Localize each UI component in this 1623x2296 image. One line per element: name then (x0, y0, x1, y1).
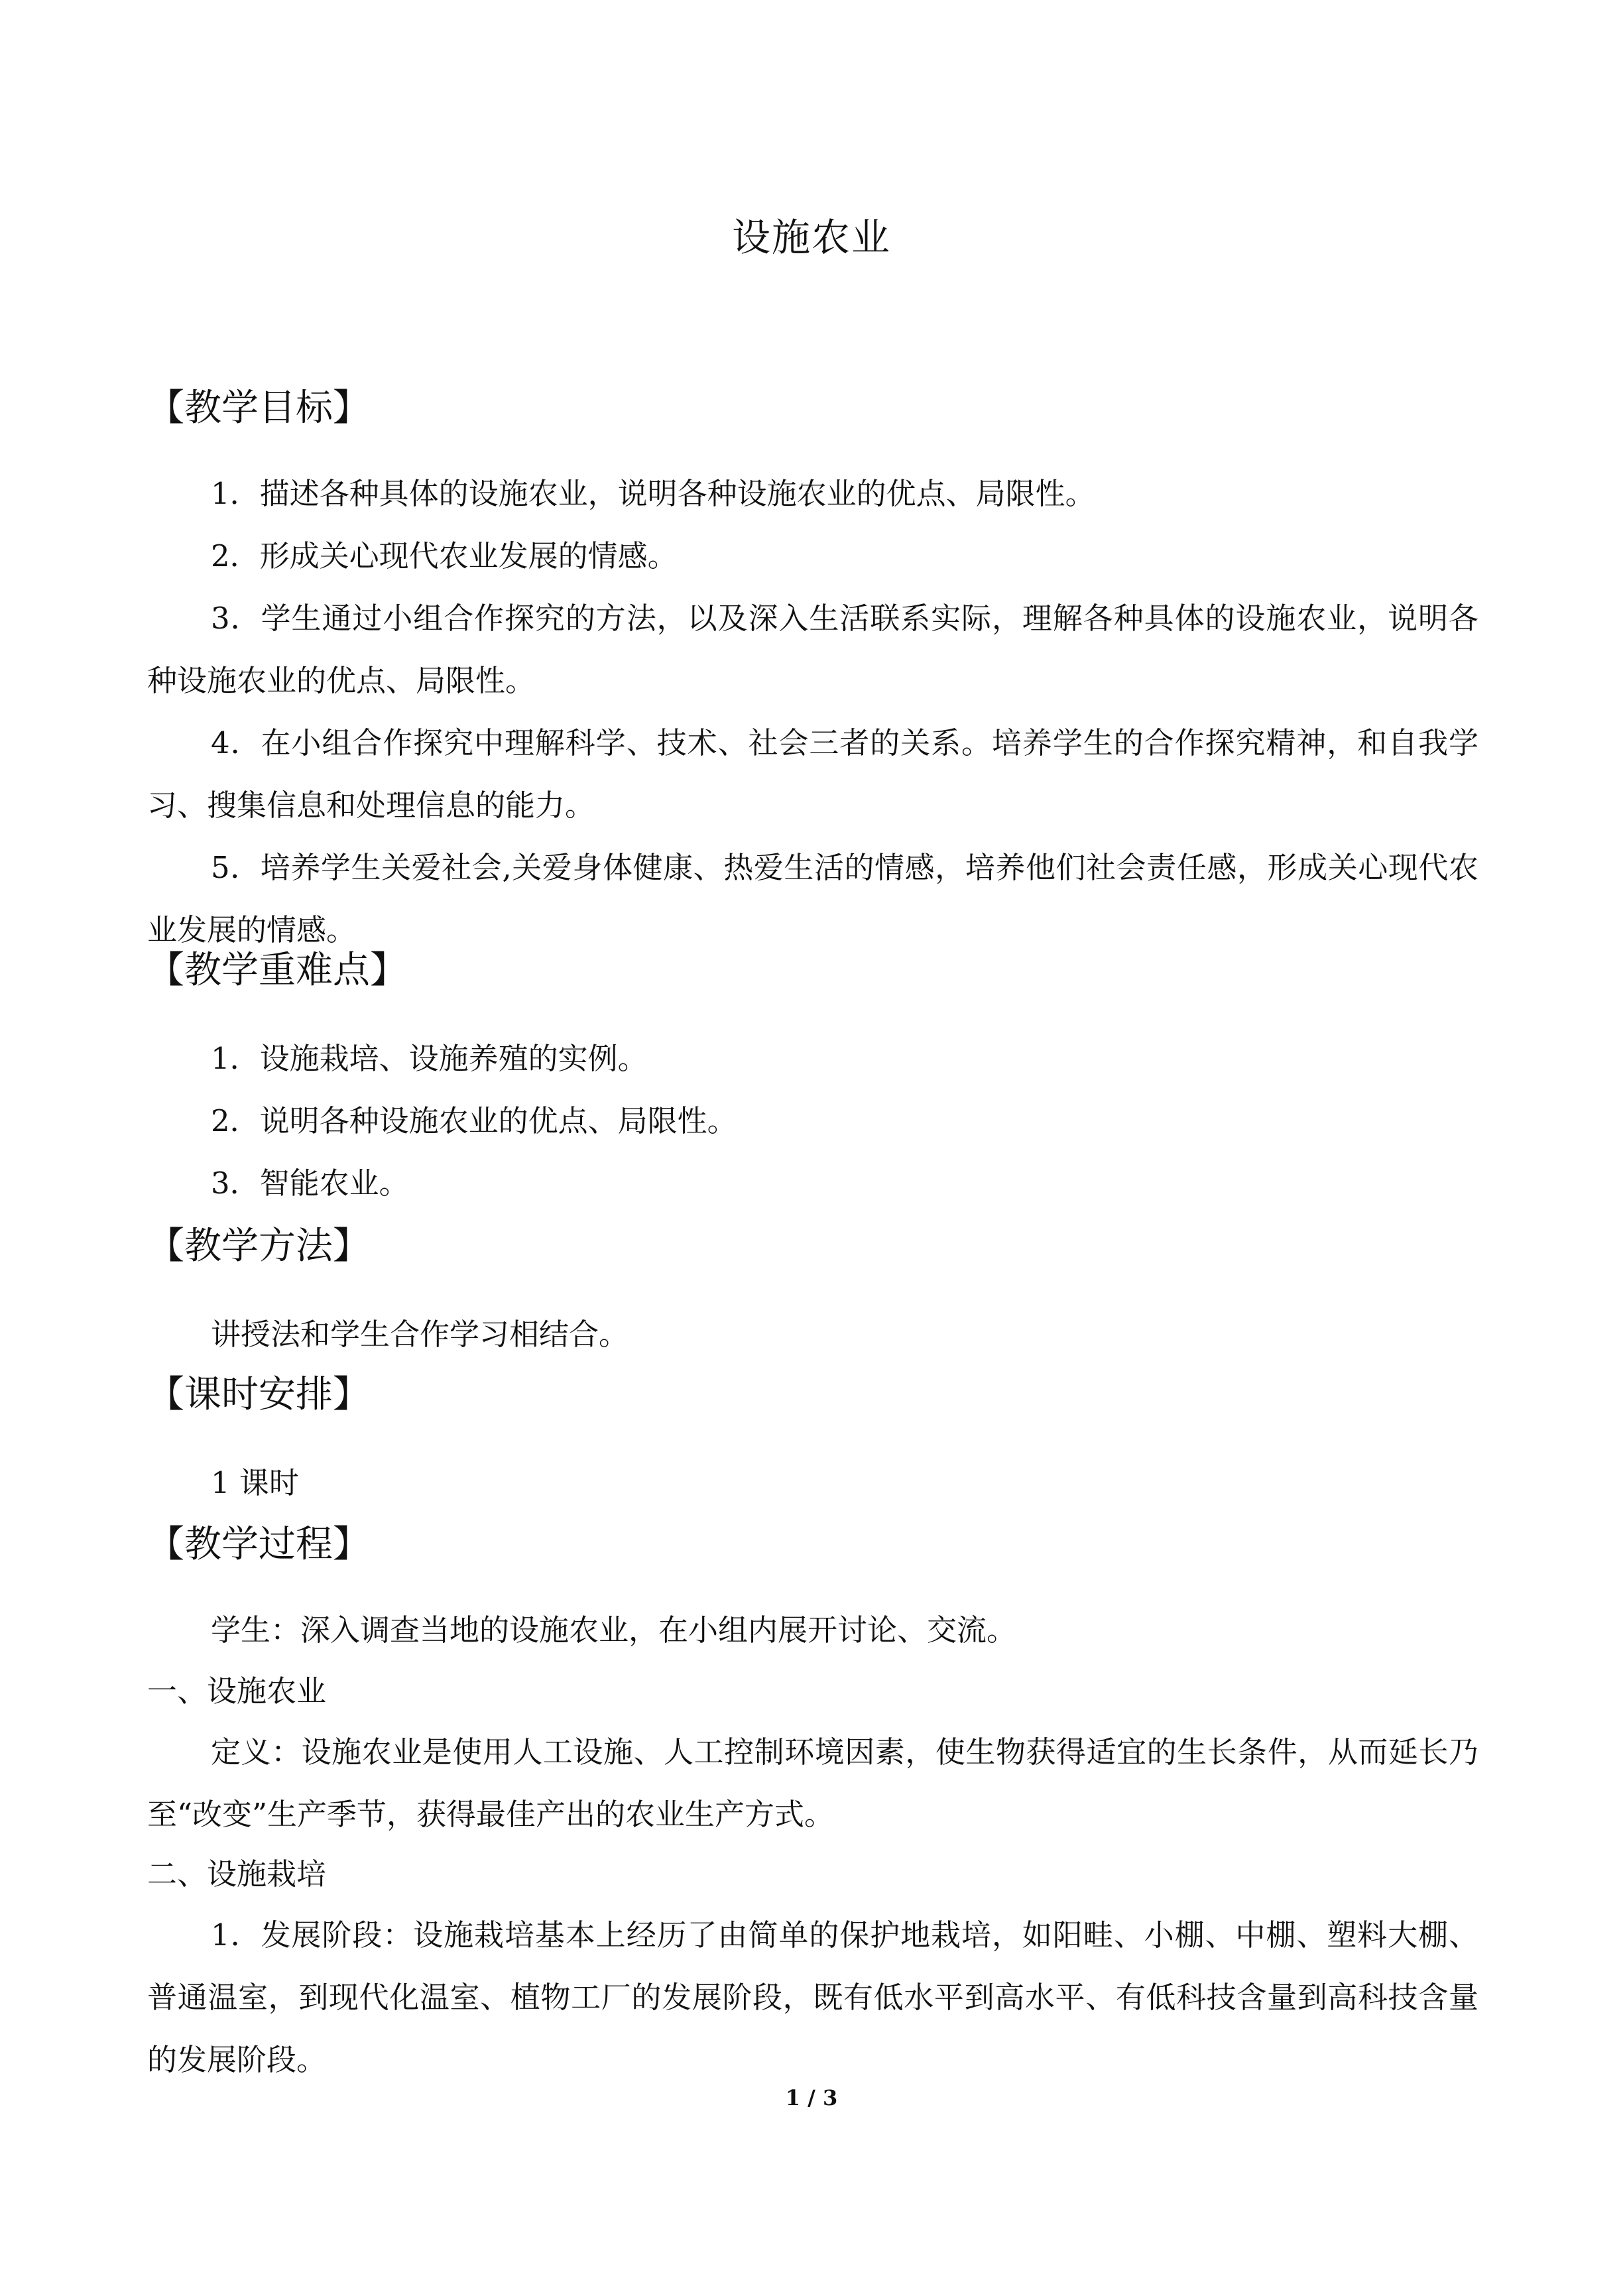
key-point-item-1: 1．设施栽培、设施养殖的实例。 (211, 1041, 648, 1076)
heading-process: 【教学过程】 (147, 1523, 370, 1566)
heading-schedule: 【课时安排】 (147, 1373, 370, 1416)
page-number: 1 / 3 (785, 2085, 838, 2110)
key-point-item-2: 2．说明各种设施农业的优点、局限性。 (211, 1103, 737, 1138)
key-point-item-3: 3．智能农业。 (211, 1166, 409, 1201)
process-part2-title: 二、设施栽培 (147, 1856, 327, 1892)
process-part1-text: 定义：设施农业是使用人工设施、人工控制环境因素，使生物获得适宜的生长条件，从而延长乃至“改变”生产季节，获得最佳产出的农业生产方式。 (147, 1734, 1478, 1832)
document-title: 设施农业 (731, 215, 891, 260)
objective-item-4: 4．在小组合作探究中理解科学、技术、社会三者的关系。培养学生的合作探究精神，和自我学习、搜集信息和处理信息的能力。 (147, 725, 1478, 823)
process-intro: 学生：深入调查当地的设施农业，在小组内展开讨论、交流。 (211, 1612, 1017, 1648)
methods-text: 讲授法和学生合作学习相结合。 (211, 1317, 629, 1352)
objective-item-1: 1．描述各种具体的设施农业，说明各种设施农业的优点、局限性。 (211, 476, 1095, 511)
objective-item-2: 2．形成关心现代农业发展的情感。 (211, 538, 678, 574)
heading-methods: 【教学方法】 (147, 1225, 370, 1268)
objective-item-3: 3．学生通过小组合作探究的方法，以及深入生活联系实际，理解各种具体的设施农业，说明各种设施农业的优点、局限性。 (147, 601, 1478, 698)
heading-key-points: 【教学重难点】 (147, 949, 407, 992)
process-part1-title: 一、设施农业 (147, 1673, 327, 1709)
process-part2-text: 1．发展阶段：设施栽培基本上经历了由简单的保护地栽培，如阳畦、小棚、中棚、塑料大棚、普通温室，到现代化温室、植物工厂的发展阶段，既有低水平到高水平、有低科技含量到高科技含量的发展阶段。 (147, 1917, 1478, 2077)
heading-objectives: 【教学目标】 (147, 387, 370, 430)
schedule-text: 1 课时 (211, 1465, 299, 1500)
objective-item-5: 5．培养学生关爱社会,关爱身体健康、热爱生活的情感，培养他们社会责任感，形成关心现代农业发展的情感。 (147, 850, 1478, 947)
